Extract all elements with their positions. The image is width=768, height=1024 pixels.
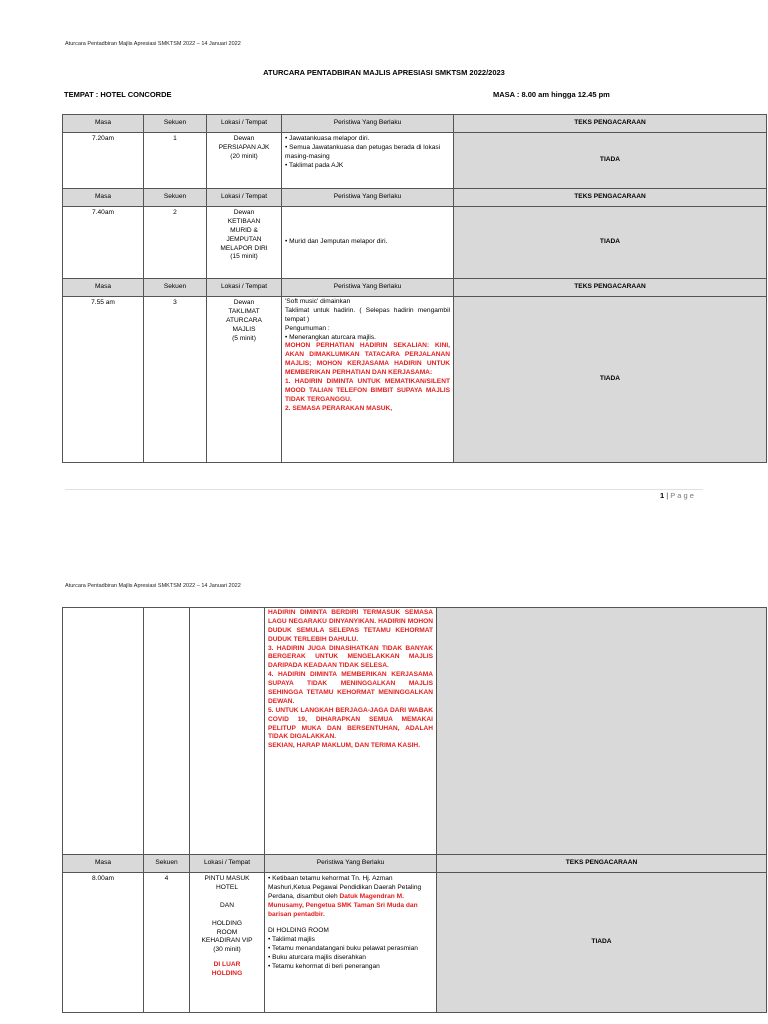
lokasi-line: JEMPUTAN: [226, 235, 262, 243]
lokasi-line: HOTEL: [216, 883, 238, 891]
col-peristiwa: Peristiwa Yang Berlaku: [282, 115, 454, 133]
col-peristiwa: Peristiwa Yang Berlaku: [282, 189, 454, 207]
lokasi-line: MAJLIS: [232, 325, 256, 333]
lokasi-line: PERSIAPAN AJK: [218, 143, 270, 151]
table-row: [63, 133, 767, 189]
col-teks: TEKS PENGACARAAN: [437, 855, 767, 873]
row-sekuen: 3: [144, 297, 207, 463]
col-lokasi: Lokasi / Tempat: [207, 115, 282, 133]
document-title: ATURCARA PENTADBIRAN MAJLIS APRESIASI SMKTSM 2022/2023: [263, 68, 505, 77]
document-running-header: Aturcara Pentadbiran Majlis Apresiasi SMKTSM 2022 – 14 Januari 2022: [65, 41, 241, 47]
event-line: [268, 875, 433, 919]
row-peristiwa: [265, 873, 437, 1013]
row-sekuen: 1: [144, 133, 207, 189]
lokasi-line: KETIBAAN: [227, 217, 261, 225]
lokasi-line: (20 minit): [230, 152, 258, 160]
lokasi-line: (30 minit): [213, 946, 241, 954]
event-text: • Ketibaan tetamu kehormat Tn. Hj. Azman Mashuri,Ketua Pegawai Pendidikan Daerah Petaling Perdana, disambut oleh: [268, 875, 422, 900]
event-line: Taklimat untuk hadirin. ( Selepas hadirin mengambil tempat ): [285, 306, 450, 323]
lokasi-line: ATURCARA: [226, 316, 262, 324]
document-running-header: Aturcara Pentadbiran Majlis Apresiasi SMKTSM 2022 – 14 Januari 2022: [65, 583, 241, 589]
col-teks: TEKS PENGACARAAN: [454, 189, 767, 207]
table-row-continued: [63, 608, 767, 855]
table-row: [63, 207, 767, 279]
page-word: P a g e: [670, 491, 694, 500]
col-peristiwa: Peristiwa Yang Berlaku: [282, 279, 454, 297]
col-masa: Masa: [63, 855, 144, 873]
row-masa: 7.55 am: [63, 297, 144, 463]
lokasi-line: Dewan: [233, 299, 255, 306]
col-lokasi: Lokasi / Tempat: [207, 279, 282, 297]
row-lokasi: [207, 297, 282, 463]
lokasi-line: HOLDING: [211, 919, 243, 927]
event-line: DI HOLDING ROOM: [268, 927, 329, 935]
event-line: • Jawatankuasa melapor diri.: [285, 135, 370, 142]
row-teks: TIADA: [437, 873, 767, 1013]
event-text-highlight: Datuk Magendran M. Munusamy, Pengetua SMK Taman Sri Muda dan barisan pentadbir.: [268, 892, 418, 918]
row-teks: TIADA: [454, 297, 767, 463]
lokasi-line: TAKLIMAT: [228, 307, 260, 315]
col-peristiwa: Peristiwa Yang Berlaku: [265, 855, 437, 873]
lokasi-line: KEHADIRAN VIP: [201, 937, 253, 945]
row-sekuen: [144, 608, 190, 855]
col-sekuen: Sekuen: [144, 855, 190, 873]
event-line: • Semua Jawatankuasa dan petugas berada di lokasi masing-masing: [285, 143, 441, 160]
lokasi-line-red: DI LUAR: [213, 961, 241, 969]
lokasi-line: (15 minit): [230, 253, 258, 261]
col-lokasi: Lokasi / Tempat: [190, 855, 265, 873]
announcement-line: 3. HADIRIN JUGA DINASIHATKAN TIDAK BANYAK BERGERAK UNTUK MENGELAKKAN MAJLIS DARIPADA KEADAAN TIDAK SELESA.: [268, 644, 433, 670]
row-peristiwa: [265, 608, 437, 855]
announcement-line: MOHON PERHATIAN HADIRIN SEKALIAN: KINI, AKAN DIMAKLUMKAN TATACARA PERJALANAN MAJLIS; MOHON KERJASAMA HADIRIN UNTUK MEMBERIKAN PERHATIAN DAN KERJASAMA:: [285, 342, 450, 377]
lokasi-line: [193, 911, 261, 920]
table-row: [63, 873, 767, 1013]
event-line: • Murid dan Jemputan melapor diri.: [285, 238, 388, 246]
event-line: • Taklimat pada AJK: [285, 161, 344, 169]
row-masa: 7.20am: [63, 133, 144, 189]
event-line: • Tetamu kehormat di beri penerangan: [268, 963, 380, 971]
table-header-row: [63, 115, 767, 133]
event-line: 'Soft music' dimainkan: [285, 298, 351, 305]
lokasi-line: ROOM: [216, 928, 238, 936]
col-lokasi: Lokasi / Tempat: [207, 189, 282, 207]
table-header-row: [63, 189, 767, 207]
table-header-row: [63, 855, 767, 873]
venue-label: TEMPAT : HOTEL CONCORDE: [64, 90, 172, 99]
col-masa: Masa: [63, 115, 144, 133]
schedule-table-page2: [62, 607, 767, 1013]
event-line: • Tetamu menandatangani buku pelawat perasmian: [268, 945, 418, 953]
announcement-line: 4. HADIRIN DIMINTA MEMBERIKAN KERJASAMA SUPAYA TIDAK MENINGGALKAN MAJLIS SEHINGGA TETAMU KEHORMAT MENINGGALKAN DEWAN.: [268, 671, 433, 705]
event-line: • Buku aturcara majlis diserahkan: [268, 954, 366, 962]
announcement-line: HADIRIN DIMINTA BERDIRI TERMASUK SEMASA LAGU NEGARAKU DINYANYIKAN. HADIRIN MOHON DUDUK SEMULA SELEPAS TETAMU KEHORMAT DUDUK TERLEBIH DAHULU.: [268, 609, 433, 643]
lokasi-line: (5 minit): [232, 334, 256, 342]
lokasi-line: DAN: [220, 901, 234, 909]
row-lokasi: [190, 608, 265, 855]
row-masa: 7.40am: [63, 207, 144, 279]
col-teks: TEKS PENGACARAAN: [454, 115, 767, 133]
col-teks: TEKS PENGACARAAN: [454, 279, 767, 297]
table-row: [63, 297, 767, 463]
lokasi-line: [193, 893, 261, 902]
row-lokasi: [207, 207, 282, 279]
event-line: • Taklimat majlis: [268, 936, 315, 944]
event-line: Pengumuman :: [285, 324, 330, 332]
row-masa: [63, 608, 144, 855]
col-sekuen: Sekuen: [144, 279, 207, 297]
col-masa: Masa: [63, 279, 144, 297]
col-masa: Masa: [63, 189, 144, 207]
event-line: [268, 919, 433, 927]
row-lokasi: [207, 133, 282, 189]
row-peristiwa: [282, 133, 454, 189]
announcement-line: SEKIAN, HARAP MAKLUM, DAN TERIMA KASIH.: [268, 742, 421, 750]
announcement-line: 1. HADIRIN DIMINTA UNTUK MEMATIKAN/SILENT MOOD TALIAN TELEFON BIMBIT SUPAYA MAJLIS TIDAK TERGANGGU.: [285, 378, 450, 403]
page-number: [660, 491, 694, 500]
row-teks: TIADA: [454, 207, 767, 279]
row-peristiwa: [282, 207, 454, 279]
row-sekuen: 4: [144, 873, 190, 1013]
announcement-line: 2. SEMASA PERARAKAN MASUK,: [285, 404, 393, 412]
row-peristiwa: [282, 297, 454, 463]
schedule-table-page1: [62, 114, 767, 463]
lokasi-line: Dewan: [233, 135, 255, 142]
lokasi-line: MURID &: [230, 226, 258, 234]
table-header-row: [63, 279, 767, 297]
row-masa: 8.00am: [63, 873, 144, 1013]
lokasi-line: MELAPOR DIRI: [220, 244, 268, 252]
row-teks: TIADA: [454, 133, 767, 189]
footer-divider: [65, 489, 703, 490]
time-label: MASA : 8.00 am hingga 12.45 pm: [493, 90, 610, 99]
col-sekuen: Sekuen: [144, 189, 207, 207]
announcement-line: 5. UNTUK LANGKAH BERJAGA-JAGA DARI WABAK COVID 19, DIHARAPKAN SEMUA MEMAKAI PELITUP MUKA DAN BERSENTUHAN, ADALAH TIDAK DIGALAKKAN.: [268, 706, 433, 741]
lokasi-line: PINTU MASUK: [204, 875, 250, 882]
col-sekuen: Sekuen: [144, 115, 207, 133]
row-sekuen: 2: [144, 207, 207, 279]
event-line: • Menerangkan aturcara majlis.: [285, 333, 376, 341]
page-number-value: 1: [660, 491, 665, 500]
page-number-separator: |: [664, 491, 671, 500]
lokasi-line-red: HOLDING: [211, 970, 243, 978]
row-teks: [437, 608, 767, 855]
lokasi-line: Dewan: [233, 209, 255, 216]
row-lokasi: [190, 873, 265, 1013]
